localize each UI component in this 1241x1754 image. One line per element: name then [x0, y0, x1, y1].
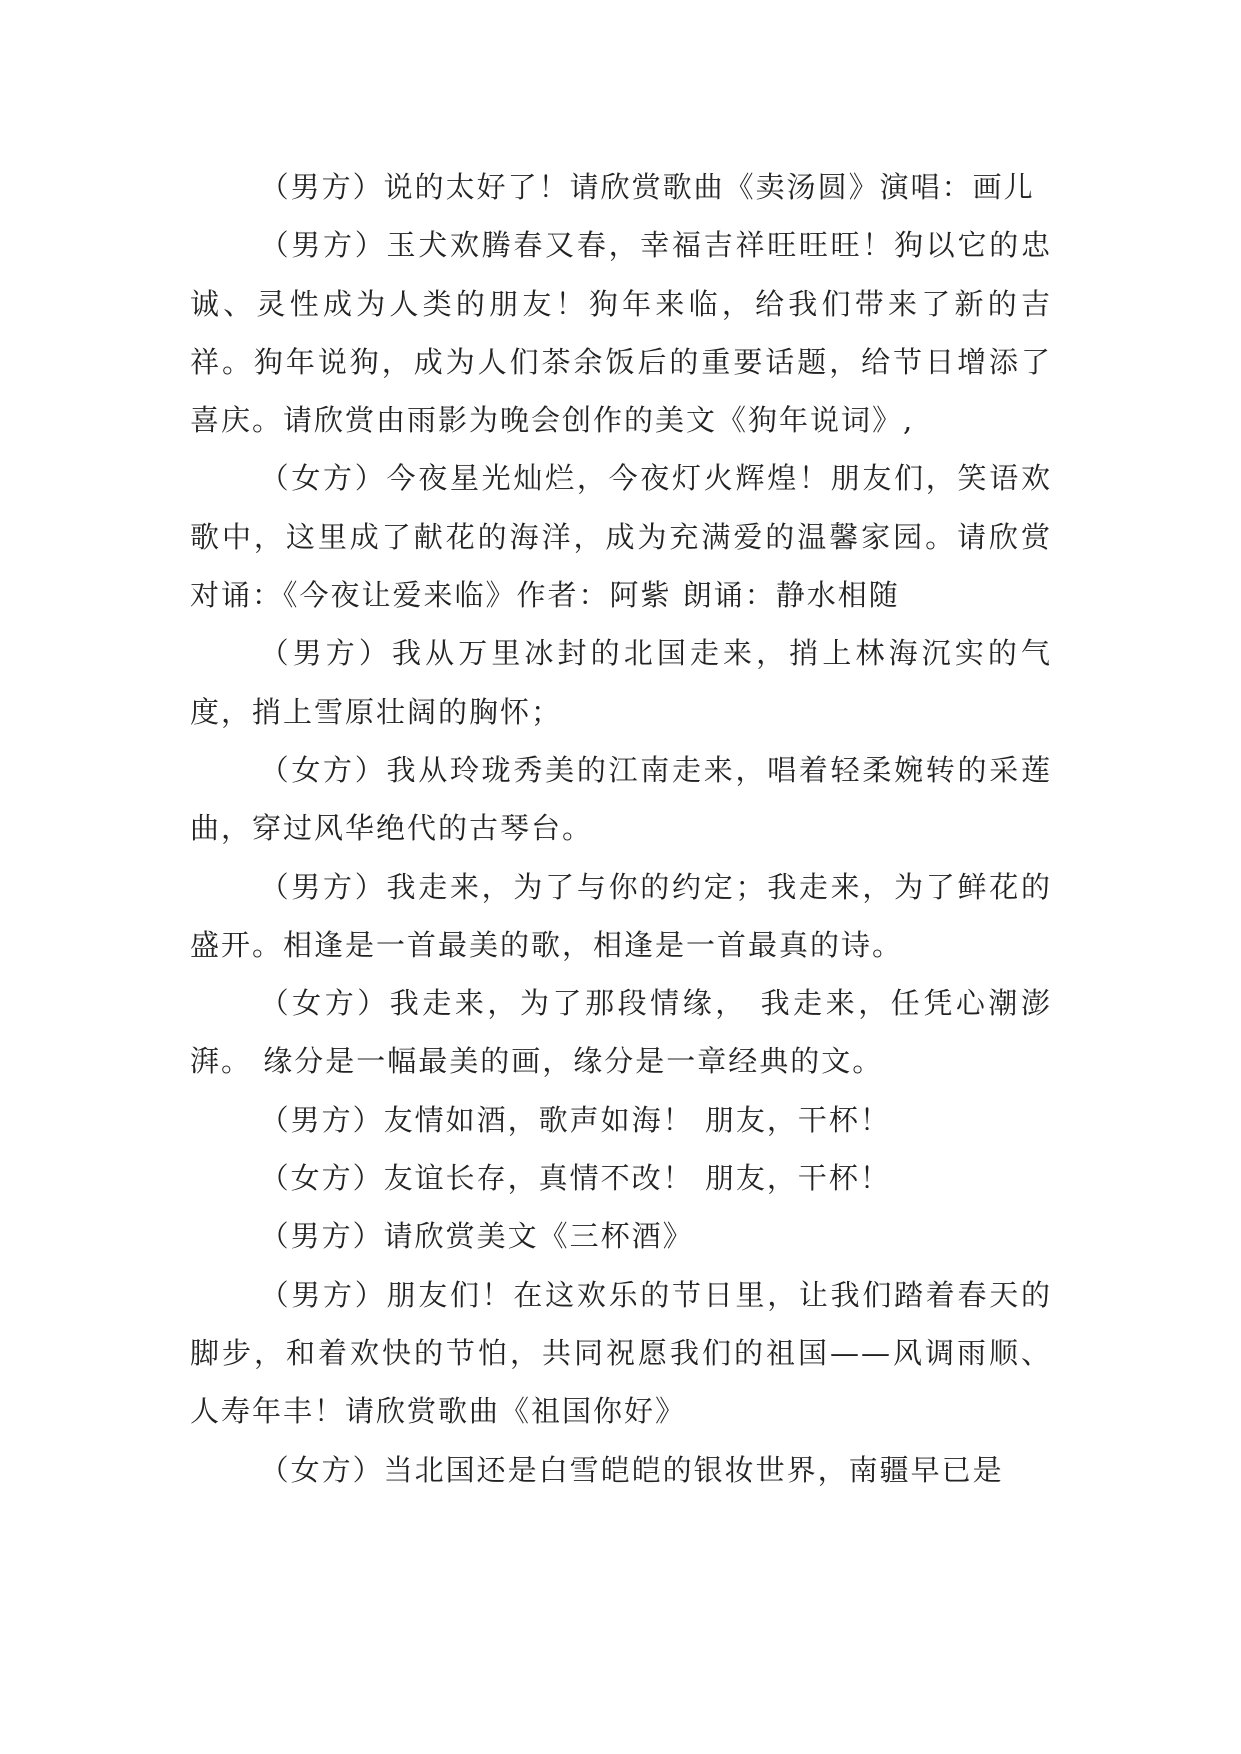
paragraph-5: （女方）我从玲珑秀美的江南走来，唱着轻柔婉转的采莲曲，穿过风华绝代的古琴台。 — [190, 752, 1052, 846]
paragraph-10: （男方）请欣赏美文《三杯酒》 — [259, 1219, 694, 1254]
paragraph-8: （男方）友情如酒，歌声如海！ 朋友，干杯！ — [259, 1102, 891, 1137]
paragraph-4: （男方）我从万里冰封的北国走来，捎上林海沉实的气度，捎上雪原壮阔的胸怀； — [190, 636, 1052, 729]
document-body — [190, 158, 1052, 1499]
paragraph-1: （男方）说的太好了！请欣赏歌曲《卖汤圆》演唱：画儿 — [259, 170, 1035, 204]
paragraph-2: （男方）玉犬欢腾春又春，幸福吉祥旺旺旺！狗以它的忠诚、灵性成为人类的朋友！狗年来临，给我们带来了新的吉祥。狗年说狗，成为人们茶余饭后的重要话题，给节日增添了喜庆。请欣赏由雨影为晚会创作的美文《狗年说词》, — [190, 228, 1052, 438]
paragraph-6: （男方）我走来，为了与你的约定；我走来，为了鲜花的盛开。相逢是一首最美的歌，相逢是一首最真的诗。 — [190, 869, 1052, 962]
paragraph-12: （女方）当北国还是白雪皑皑的银妆世界，南疆早已是 — [259, 1452, 1004, 1487]
paragraph-11: （男方）朋友们！在这欢乐的节日里，让我们踏着春天的脚步，和着欢快的节怕，共同祝愿我们的祖国——风调雨顺、人寿年丰！请欣赏歌曲《祖国你好》 — [190, 1277, 1052, 1429]
paragraph-3: （女方）今夜星光灿烂，今夜灯火辉煌！朋友们，笑语欢歌中，这里成了献花的海洋，成为充满爱的温馨家园。请欣赏对诵：《今夜让爱来临》作者：阿紫 朗诵：静水相随 — [190, 461, 1052, 613]
paragraph-9: （女方）友谊长存，真情不改！ 朋友，干杯！ — [259, 1161, 891, 1196]
paragraph-7: （女方）我走来，为了那段情缘， 我走来，任凭心潮澎湃。 缘分是一幅最美的画，缘分是一章经典的文。 — [190, 986, 1052, 1079]
